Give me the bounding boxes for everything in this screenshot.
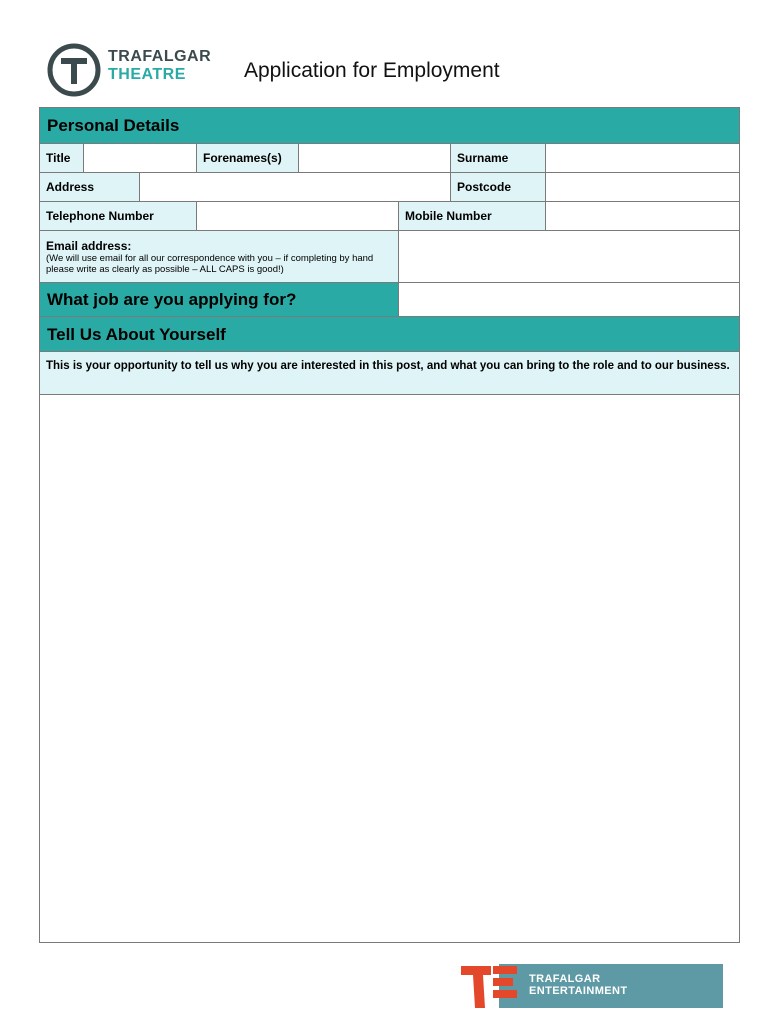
application-form	[39, 107, 740, 943]
address-label: Address	[40, 173, 139, 201]
about-intro-row	[40, 352, 739, 395]
title-label: Title	[40, 144, 83, 172]
telephone-field[interactable]	[196, 202, 398, 230]
email-note: (We will use email for all our correspondence with you – if completing by hand please write as clearly as possible – ALL CAPS is good!)	[46, 253, 374, 275]
forenames-field[interactable]	[298, 144, 450, 172]
about-intro: This is your opportunity to tell us why you are interested in this post, and what you can bring to the role and to our business.	[46, 360, 730, 372]
title-field[interactable]	[83, 144, 196, 172]
job-heading: What job are you applying for?	[40, 283, 398, 316]
footer-logo-line-1: TRAFALGAR	[529, 973, 601, 985]
te-mark-icon	[461, 962, 525, 1008]
personal-details-heading: Personal Details	[47, 116, 180, 135]
telephone-label: Telephone Number	[40, 202, 196, 230]
job-field[interactable]	[398, 283, 739, 316]
postcode-label: Postcode	[450, 173, 545, 201]
footer-logo-line-2: ENTERTAINMENT	[529, 985, 628, 997]
address-row	[40, 173, 739, 202]
email-label-cell	[40, 231, 398, 282]
trafalgar-theatre-logo	[46, 40, 226, 100]
email-label: Email address:	[46, 239, 132, 253]
logo-line-2: THEATRE	[108, 66, 186, 83]
surname-label: Surname	[450, 144, 545, 172]
trafalgar-entertainment-logo	[461, 962, 723, 1008]
address-field[interactable]	[139, 173, 450, 201]
mobile-field[interactable]	[545, 202, 739, 230]
personal-details-header	[40, 108, 739, 144]
document-title: Application for Employment	[244, 59, 500, 82]
logo-line-1: TRAFALGAR	[108, 48, 212, 65]
about-answer-area[interactable]	[40, 395, 739, 942]
postcode-field[interactable]	[545, 173, 739, 201]
email-row	[40, 231, 739, 283]
email-field[interactable]	[398, 231, 739, 282]
name-row	[40, 144, 739, 173]
about-heading: Tell Us About Yourself	[47, 325, 226, 344]
forenames-label: Forenames(s)	[196, 144, 298, 172]
job-row	[40, 283, 739, 317]
phone-row	[40, 202, 739, 231]
about-header	[40, 317, 739, 352]
theatre-t-icon	[46, 40, 102, 100]
mobile-label: Mobile Number	[398, 202, 545, 230]
surname-field[interactable]	[545, 144, 739, 172]
